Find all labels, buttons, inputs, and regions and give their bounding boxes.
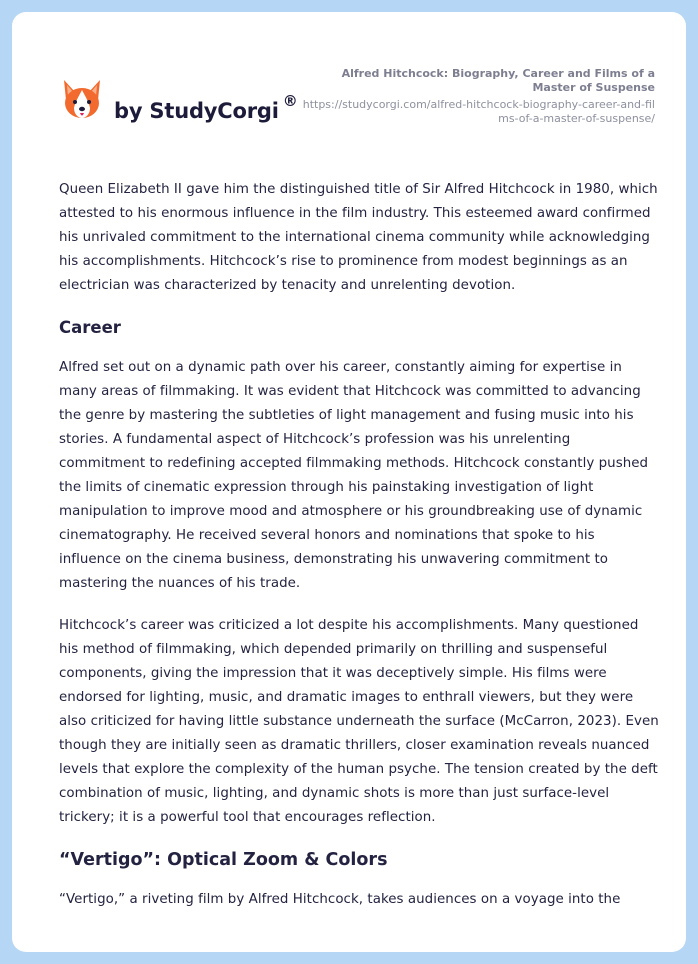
vertigo-heading: “Vertigo”: Optical Zoom & Colors — [59, 850, 388, 870]
page-header — [12, 12, 686, 162]
intro-paragraph: Queen Elizabeth II gave him the distinguished title of Sir Alfred Hitchcock in 1980, which attested to his enormous influence in the film industry. This esteemed award confirmed his unrivaled commitment to the international cinema community while acknowledging his accomplishments. Hitchcock’s rise to prominence from modest beginnings as an electrician was characterized by tenacity and unrelenting devotion. — [59, 182, 658, 293]
career-paragraph-2: Hitchcock’s career was criticized a lot despite his accomplishments. Many questioned his method of filmmaking, which depended primarily on thrilling and suspenseful components, giving the impression that it was deceptively simple. His films were endorsed for lighting, music, and dramatic images to enthrall viewers, but they were also criticized for having little substance underneath the surface (McCarron, 2023). Even though they are initially seen as dramatic thrillers, closer examination reveals nuanced levels that explore the complexity of the human psyche. The tension created by the deft combination of music, lighting, and dynamic shots is more than just surface-level trickery; it is a powerful tool that encourages reflection. — [59, 618, 659, 825]
document-meta — [295, 67, 655, 126]
vertigo-paragraph: “Vertigo,” a riveting film by Alfred Hitchcock, takes audiences on a voyage into the — [59, 892, 621, 907]
article-body — [59, 178, 659, 930]
brand-name[interactable] — [114, 92, 298, 123]
career-heading: Career — [59, 318, 121, 337]
corgi-logo-icon — [61, 76, 103, 124]
document-page — [12, 12, 686, 952]
career-paragraph-1: Alfred set out on a dynamic path over his career, constantly aiming for expertise in many areas of filmmaking. It was evident that Hitchcock was committed to advancing the genre by mastering the subtleties of light management and fusing music into his stories. A fundamental aspect of Hitchcock’s profession was his unrelenting commitment to redefining accepted filmmaking methods. Hitchcock constantly pushed the limits of cinematic expression through his painstaking investigation of light manipulation to improve mood and atmosphere or his groundbreaking use of dynamic cinematography. He received several honors and nominations that spoke to his influence on the cinema business, demonstrating his unwavering commitment to mastering the nuances of his trade. — [59, 360, 649, 591]
document-title: Alfred Hitchcock: Biography, Career and Films of a Master of Suspense — [341, 67, 655, 94]
brand-text: by StudyCorgi — [114, 99, 279, 123]
document-url-link[interactable]: https://studycorgi.com/alfred-hitchcock-biography-career-and-films-of-a-master-of-suspense/ — [302, 98, 655, 125]
registered-mark: ® — [282, 92, 298, 110]
